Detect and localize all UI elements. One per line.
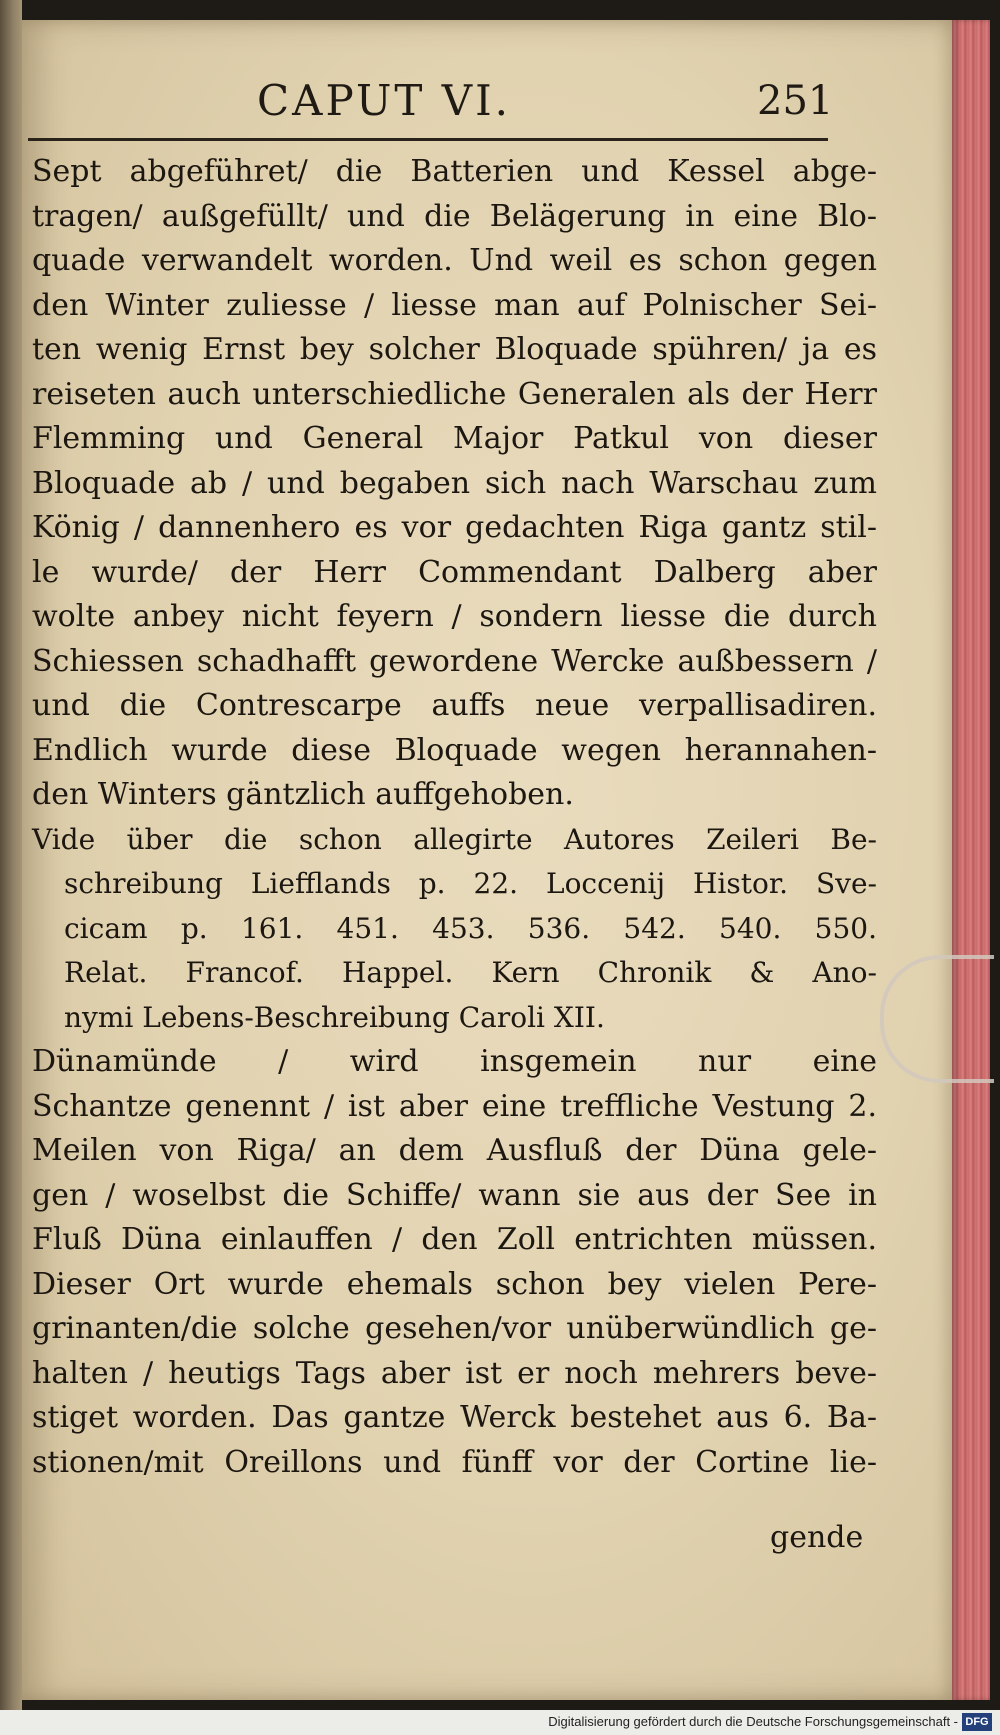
text-line: Meilen von Riga/ an dem Ausfluß der Düna gele- [32, 1133, 877, 1168]
clip-mark [880, 955, 994, 1083]
text-line: Flemming und General Major Patkul von dieser [32, 421, 877, 456]
text-line: reiseten auch unterschiedliche Generalen als der Herr [32, 376, 877, 412]
page-number: 251 [757, 78, 834, 124]
reference-note-line: cicam p. 161. 451. 453. 536. 542. 540. 550. [64, 911, 877, 945]
text-line: stiget worden. Das gantze Werck bestehet aus 6. Ba- [32, 1400, 877, 1435]
reference-note-line: Relat. Francof. Happel. Kern Chronik & Ano- [64, 956, 877, 989]
text-line: Fluß Düna einlauffen / den Zoll entrichten müssen. [32, 1222, 877, 1257]
text-line: Dieser Ort wurde ehemals schon bey vielen Pere- [32, 1266, 877, 1302]
text-line: den Winter zuliesse / liesse man auf Polnischer Sei- [32, 287, 877, 323]
text-line: quade verwandelt worden. Und weil es schon gegen [32, 243, 877, 278]
text-line: den Winters gäntzlich auffgehoben. [32, 777, 574, 812]
book-gutter [0, 0, 22, 1735]
text-line: Dünamünde / wird insgemein nur eine [32, 1044, 877, 1079]
catchword: gende [770, 1520, 864, 1555]
footer-credit: Digitalisierung gefördert durch die Deutsche Forschungsgemeinschaft - [548, 1714, 958, 1729]
page-header [22, 76, 952, 136]
text-line: Schiessen schadhafft gewordene Wercke außbessern / [32, 643, 877, 679]
text-line: ten wenig Ernst bey solcher Bloquade spühren/ ja es [32, 332, 877, 367]
page-edge [952, 20, 990, 1700]
reference-note-line: Vide über die schon allegirte Autores Zeileri Be- [32, 822, 877, 856]
text-line: grinanten/die solche gesehen/vor unüberwündlich ge- [32, 1311, 877, 1346]
text-line: Schantze genennt / ist aber eine treffliche Vestung 2. [32, 1088, 877, 1124]
reference-note-line: schreibung Liefflands p. 22. Loccenij Histor. Sve- [64, 867, 877, 900]
dfg-logo-icon: DFG [962, 1713, 992, 1731]
text-line: Endlich wurde diese Bloquade wegen herannahen- [32, 732, 877, 768]
text-line: und die Contrescarpe auffs neue verpallisadiren. [32, 688, 877, 723]
header-rule [28, 138, 828, 141]
text-line: wolte anbey nicht feyern / sondern liesse die durch [32, 599, 877, 634]
body-text [32, 150, 877, 1485]
text-line: König / dannenhero es vor gedachten Riga gantz stil- [32, 510, 877, 545]
text-line: Sept abgeführet/ die Batterien und Kessel abge- [32, 154, 877, 189]
reference-note-line: nymi Lebens-Beschreibung Caroli XII. [64, 1000, 605, 1034]
text-line: le wurde/ der Herr Commendant Dalberg aber [32, 554, 877, 590]
text-line: stionen/mit Oreillons und fünff vor der Cortine lie- [32, 1444, 877, 1480]
text-line: tragen/ außgefüllt/ und die Belägerung in eine Blo- [32, 198, 877, 234]
text-line: halten / heutigs Tags aber ist er noch mehrers beve- [32, 1355, 877, 1391]
running-title: CAPUT VI. [257, 76, 512, 125]
text-line: Bloquade ab / und begaben sich nach Warschau zum [32, 465, 877, 501]
footer-bar [0, 1710, 1000, 1735]
text-line: gen / woselbst die Schiffe/ wann sie aus der See in [32, 1177, 877, 1213]
